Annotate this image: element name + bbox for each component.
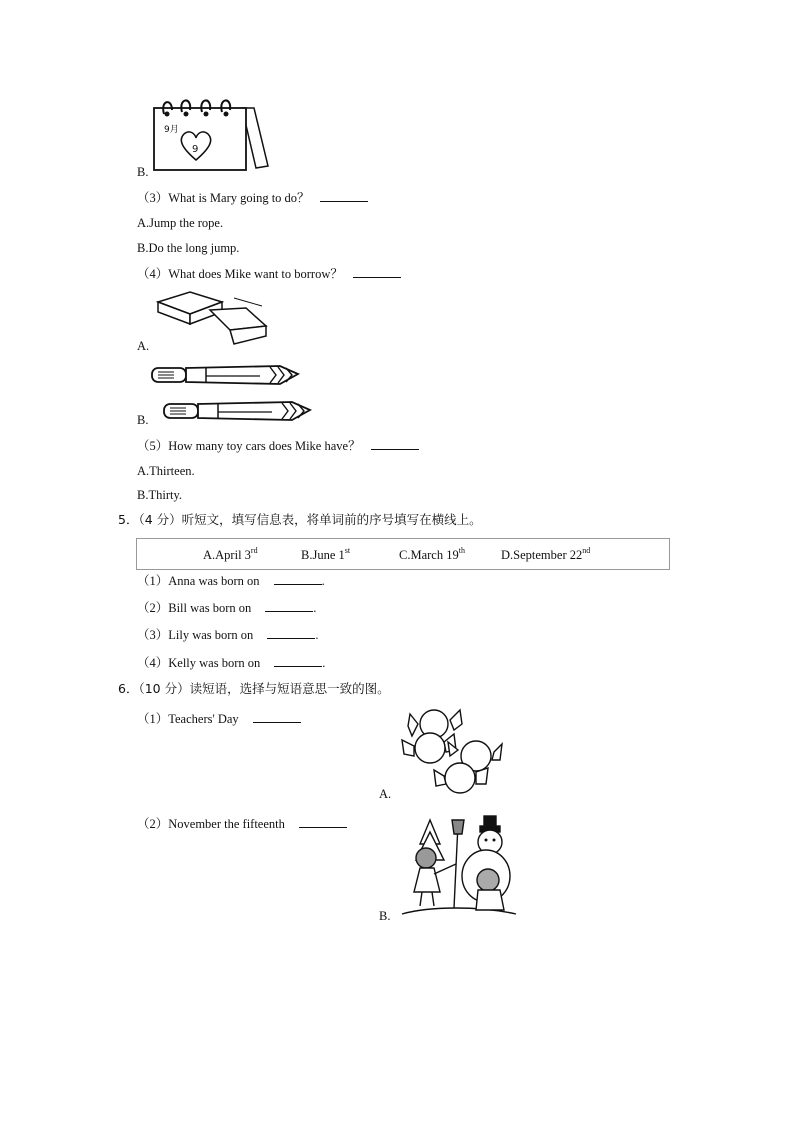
answer-blank[interactable] — [253, 712, 301, 723]
q4-item5-option-a: A.Thirteen. — [137, 464, 195, 478]
word-option-b: B.June 1st — [301, 546, 351, 562]
snowman-picture — [400, 814, 518, 918]
q4-item3-question: （3）What is Mary going to do？ — [137, 191, 368, 205]
q5-item2: （2）Bill was born on . — [137, 601, 317, 615]
q5-item4: （4）Kelly was born on . — [137, 656, 326, 670]
answer-blank[interactable] — [265, 601, 313, 612]
q6-header: 6．（10 分）读短语，选择与短语意思一致的图。 — [118, 681, 390, 696]
eraser-picture — [150, 290, 270, 348]
answer-blank[interactable] — [299, 817, 347, 828]
marker-pen-picture — [150, 362, 302, 388]
answer-blank[interactable] — [274, 656, 322, 667]
calendar-day: 9 — [192, 144, 199, 155]
pen-picture — [162, 398, 314, 424]
word-option-c: C.March 19th — [399, 546, 465, 562]
calendar-month: 9月 — [164, 125, 179, 135]
calendar-picture — [150, 96, 272, 174]
q4-item4-option-a-label: A. — [137, 339, 150, 353]
q6-picture-b-label: B. — [379, 909, 391, 923]
q5-item3: （3）Lily was born on . — [137, 628, 319, 642]
answer-blank[interactable] — [371, 439, 419, 450]
q6-picture-a-label: A. — [379, 787, 392, 801]
q4-item4-option-b-label: B. — [137, 413, 149, 427]
word-option-a: A.April 3rd — [203, 546, 258, 562]
q4-item4-question: （4）What does Mike want to borrow？ — [137, 267, 401, 281]
word-option-d: D.September 22nd — [501, 546, 591, 562]
q4-item2-option-b-label: B. — [137, 165, 149, 179]
q6-item2: （2）November the fifteenth — [137, 817, 347, 831]
q6-item1: （1）Teachers' Day — [137, 712, 301, 726]
q4-item5-question: （5）How many toy cars does Mike have？ — [137, 439, 419, 453]
candy-picture — [400, 706, 504, 800]
q4-item5-option-b: B.Thirty. — [137, 488, 183, 502]
q4-item3-option-b: B.Do the long jump. — [137, 241, 240, 255]
answer-blank[interactable] — [353, 267, 401, 278]
word-options-box — [136, 538, 670, 570]
q5-header: 5．（4 分）听短文，填写信息表，将单词前的序号填写在横线上。 — [118, 512, 482, 527]
answer-blank[interactable] — [274, 574, 322, 585]
q5-item1: （1）Anna was born on . — [137, 574, 325, 588]
answer-blank[interactable] — [267, 628, 315, 639]
q4-item3-option-a: A.Jump the rope. — [137, 216, 224, 230]
answer-blank[interactable] — [320, 191, 368, 202]
